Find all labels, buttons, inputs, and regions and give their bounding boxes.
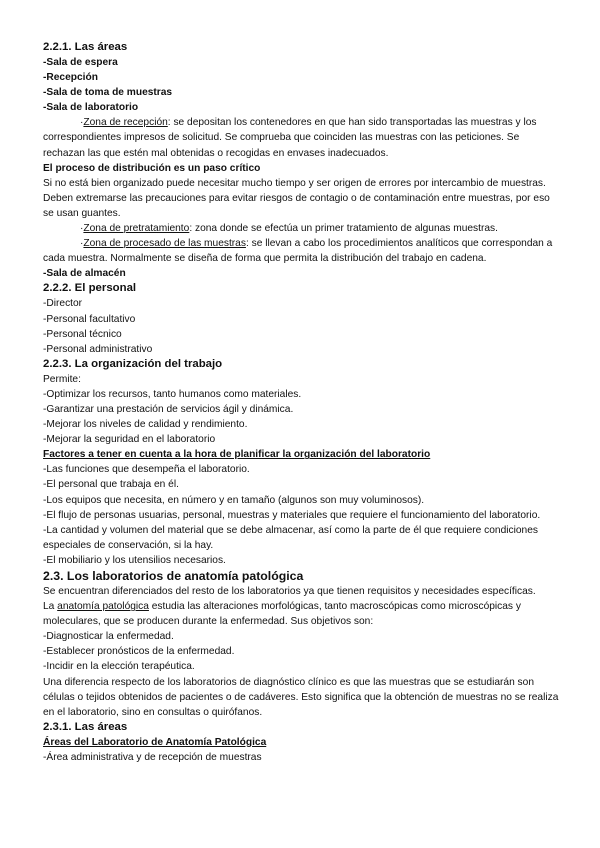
anatomia-intro: Se encuentran diferenciados del resto de los laboratorios ya que tienen requisitos y necesidades específicas. <box>43 586 536 597</box>
areas-subheading: Áreas del Laboratorio de Anatomía Patológica <box>43 736 267 748</box>
permite-item: -Garantizar una prestación de servicios ágil y dinámica. <box>43 403 294 415</box>
zona-recepcion-text: : se depositan los contenedores en que han sido transportadas las muestras y los correspondientes impresos de solicitud. Se comprueba que coinciden las muestras con las peticiones. Se rechazan las que estén mal obtenidas o recogidas en envases inadecuados. <box>43 117 537 159</box>
area-item: -Sala de espera <box>43 57 118 68</box>
critical-paragraph: Si no está bien organizado puede necesitar mucho tiempo y ser origen de errores por intercambio de muestras. Deben extremarse las precauciones para evitar riesgos de contagio o de contaminación entre muestras, por eso se usan guantes. <box>43 177 550 219</box>
objective-item: -Incidir en la elección terapéutica. <box>43 661 195 673</box>
area-anatomia-item: -Área administrativa y de recepción de muestras <box>43 751 262 763</box>
zona-procesado-paragraph <box>43 236 563 266</box>
zona-pretratamiento-paragraph <box>43 221 563 236</box>
objective-item: -Diagnosticar la enfermedad. <box>43 631 174 643</box>
factor-item: -El mobiliario y los utensilios necesarios. <box>43 554 226 566</box>
bullet: · <box>80 223 84 235</box>
zona-recepcion-term: Zona de recepción <box>83 117 168 129</box>
permite-item: -Optimizar los recursos, tanto humanos como materiales. <box>43 388 302 400</box>
difference-paragraph: Una diferencia respecto de los laboratorios de diagnóstico clínico es que las muestras que se estudiarán son células o tejidos obtenidos de pacientes o de cadáveres. Esto significa que la obtención de muestras no se realiza en el laboratorio, sino en consultas o quirófanos. <box>43 676 559 718</box>
zona-pretratamiento-term: Zona de pretratamiento <box>83 223 190 235</box>
area-item: -Sala de toma de muestras <box>43 87 173 99</box>
anatomia-term: anatomía patológica <box>57 601 149 613</box>
permite-item: -Mejorar los niveles de calidad y rendimiento. <box>43 419 248 431</box>
zona-procesado-text: : se llevan a cabo los procedimientos analíticos que correspondan a cada muestra. Normalmente se diseña de forma que permita la distribución del trabajo en cadena. <box>43 238 553 265</box>
permite-item: -Mejorar la seguridad en el laboratorio <box>43 434 216 446</box>
factors-heading: Factores a tener en cuenta a la hora de planificar la organización del laboratorio <box>43 449 431 461</box>
section-heading-2-2-2: 2.2.2. El personal <box>43 282 137 295</box>
document-page <box>43 40 563 765</box>
objective-item: -Establecer pronósticos de la enfermedad. <box>43 646 235 658</box>
factor-item: -Los equipos que necesita, en número y en tamaño (algunos son muy voluminosos). <box>43 494 425 506</box>
section-heading-2-3: 2.3. Los laboratorios de anatomía patológica <box>43 569 304 583</box>
area-item: -Recepción <box>43 72 98 84</box>
section-heading-2-2-3: 2.2.3. La organización del trabajo <box>43 357 223 370</box>
anatomia-definition <box>43 599 563 629</box>
definition-prefix: La <box>43 601 58 613</box>
personal-item: -Personal facultativo <box>43 313 136 325</box>
factor-item: -Las funciones que desempeña el laboratorio. <box>43 464 250 476</box>
bullet: · <box>80 238 84 250</box>
definition-text: estudia las alteraciones morfológicas, tanto macroscópicas como microscópicas y moleculares, que se producen durante la enfermedad. Sus objetivos son: <box>43 601 521 628</box>
bullet: · <box>80 117 84 129</box>
section-heading-2-3-1: 2.3.1. Las áreas <box>43 720 128 733</box>
section-heading-2-2-1: 2.2.1. Las áreas <box>43 41 128 53</box>
zona-pretratamiento-text: : zona donde se efectúa un primer tratamiento de algunas muestras. <box>189 223 498 235</box>
factor-item: -El flujo de personas usuarias, personal, muestras y materiales que requiere el funcionamiento del laboratorio. <box>43 509 541 521</box>
zona-recepcion-paragraph <box>43 115 563 160</box>
critical-heading: El proceso de distribución es un paso crítico <box>43 162 261 174</box>
area-item-almacen: -Sala de almacén <box>43 268 126 280</box>
factor-item: -La cantidad y volumen del material que se debe almacenar, así como la parte de él que requiere condiciones especiales de conservación, si la hay. <box>43 524 538 551</box>
personal-item: -Director <box>43 298 83 310</box>
area-item: -Sala de laboratorio <box>43 102 139 114</box>
factor-item: -El personal que trabaja en él. <box>43 479 179 491</box>
personal-item: -Personal técnico <box>43 328 122 340</box>
personal-item: -Personal administrativo <box>43 343 153 355</box>
zona-procesado-term: Zona de procesado de las muestras <box>83 238 246 250</box>
permite-intro: Permite: <box>43 373 81 385</box>
